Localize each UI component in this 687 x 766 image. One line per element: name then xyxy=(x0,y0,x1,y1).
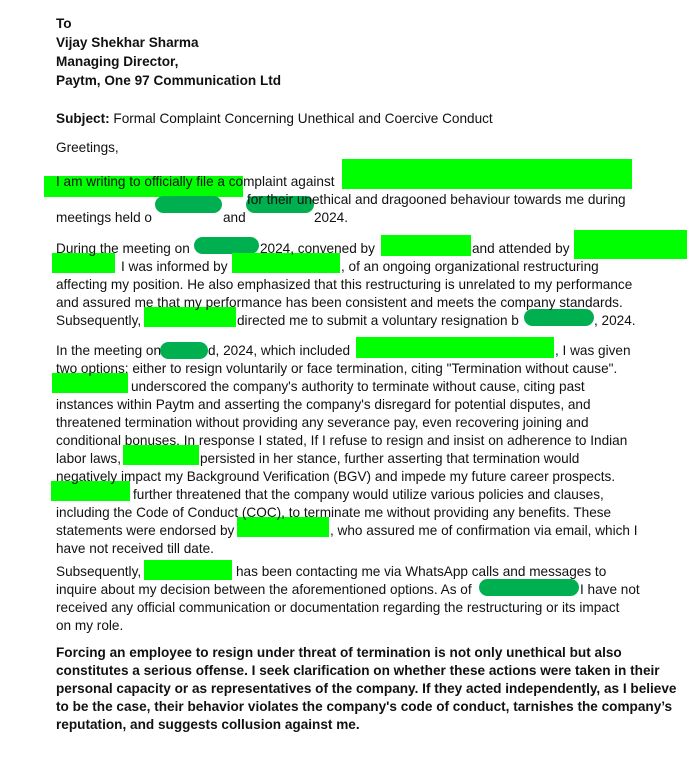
recipient-title: Managing Director, xyxy=(56,54,179,69)
paragraph-5 xyxy=(56,644,677,736)
paragraph-2-text: I was informed by xyxy=(121,259,228,274)
paragraph-2-text: and assured me that my performance has been consistent and meets the company standards. xyxy=(56,295,623,310)
paragraph-2-text: During the meeting on xyxy=(56,241,190,256)
paragraph-5-text: to be the case, their behavior violates the company's code of conduct, tarnishes the company’s xyxy=(56,699,673,714)
paragraph-3-text: have not received till date. xyxy=(56,541,214,556)
redaction-block xyxy=(194,237,259,254)
redaction-block xyxy=(160,342,208,359)
paragraph-2-text: and attended by xyxy=(472,241,570,256)
paragraph-2-text: 2024, convened by xyxy=(260,241,375,256)
greeting: Greetings, xyxy=(56,140,119,155)
paragraph-5-text: personal capacity or as representatives of the company. If they acted independently, as I believe xyxy=(56,681,677,696)
paragraph-4-text: I have not xyxy=(580,582,640,597)
paragraph-2-text: Subsequently, xyxy=(56,313,142,328)
paragraph-4-text: inquire about my decision between the aforementioned options. As of xyxy=(56,582,472,597)
paragraph-5-text: Forcing an employee to resign under threat of termination is not only unethical but also xyxy=(56,645,622,660)
paragraph-3-text: underscored the company's authority to terminate without cause, citing past xyxy=(131,379,585,394)
paragraph-1-text: meetings held o xyxy=(56,210,152,225)
paragraph-3-text: statements were endorsed by xyxy=(56,523,235,538)
paragraph-1-text: I am writing to officially file a complaint against xyxy=(56,174,335,189)
paragraph-3-text: d, 2024, which included xyxy=(208,343,351,358)
redaction-block xyxy=(144,560,232,580)
paragraph-5-text: constitutes a serious offense. I seek clarification on whether these actions were taken in their xyxy=(56,663,660,678)
paragraph-3-text: including the Code of Conduct (COC), to terminate me without providing any benefits. These xyxy=(56,505,612,520)
paragraph-2-text: directed me to submit a voluntary resignation b xyxy=(237,313,519,328)
paragraph-2-text: , of an ongoing organizational restructuring xyxy=(341,259,599,274)
redaction-block xyxy=(381,235,471,256)
paragraph-4-text: on my role. xyxy=(56,618,124,633)
paragraph-3-text: labor laws, xyxy=(56,451,121,466)
subject-text: Formal Complaint Concerning Unethical and Coercive Conduct xyxy=(113,111,493,126)
paragraph-3-text: further threatened that the company would utilize various policies and clauses, xyxy=(133,487,604,502)
paragraph-4-text: has been contacting me via WhatsApp calls and messages to xyxy=(236,564,607,579)
paragraph-3-text: conditional bonuses. In response I stated, If I refuse to resign and insist on adherence to Indian xyxy=(56,433,628,448)
paragraph-4-text: received any official communication or documentation regarding the restructuring or its impact xyxy=(56,600,620,615)
recipient-name: Vijay Shekhar Sharma xyxy=(56,35,199,50)
paragraph-1-text: for their unethical and dragooned behaviour towards me during xyxy=(247,192,626,207)
redaction-block xyxy=(155,196,222,213)
paragraph-5-text: reputation, and suggests collusion against me. xyxy=(56,717,360,732)
paragraph-2-text: affecting my position. He also emphasized that this restructuring is unrelated to my performance xyxy=(56,277,633,292)
letter xyxy=(56,14,677,736)
paragraph-4 xyxy=(56,563,646,637)
redaction-block xyxy=(479,579,579,596)
paragraph-1 xyxy=(56,173,646,229)
paragraph-3 xyxy=(56,342,646,562)
paragraph-2-text: , 2024. xyxy=(594,313,636,328)
recipient-block xyxy=(56,14,646,90)
paragraph-4-text: Subsequently, xyxy=(56,564,142,579)
redaction-block xyxy=(356,337,554,358)
redaction-block xyxy=(342,159,632,189)
paragraph-3-text: , I was given xyxy=(555,343,631,358)
redaction-block xyxy=(574,230,687,259)
paragraph-3-text: , who assured me of confirmation via email, which I xyxy=(330,523,638,538)
paragraph-1-text: and xyxy=(223,210,246,225)
recipient-company: Paytm, One 97 Communication Ltd xyxy=(56,73,282,88)
paragraph-3-text: threatened termination without providing any severance pay, even recovering joining and xyxy=(56,415,589,430)
to-line: To xyxy=(56,16,72,31)
paragraph-2 xyxy=(56,240,646,333)
subject-label: Subject: xyxy=(56,111,110,126)
paragraph-3-text: In the meeting on xyxy=(56,343,162,358)
paragraph-3-text: negatively impact my Background Verification (BGV) and impede my future career prospects. xyxy=(56,469,616,484)
paragraph-1-text: 2024. xyxy=(314,210,349,225)
paragraph-3-text: persisted in her stance, further asserting that termination would xyxy=(200,451,580,466)
paragraph-3-text: two options: either to resign voluntarily or face termination, citing "Termination without cause". xyxy=(56,361,618,376)
subject-line xyxy=(56,110,646,128)
paragraph-3-text: instances within Paytm and asserting the company's disregard for potential disputes, and xyxy=(56,397,591,412)
